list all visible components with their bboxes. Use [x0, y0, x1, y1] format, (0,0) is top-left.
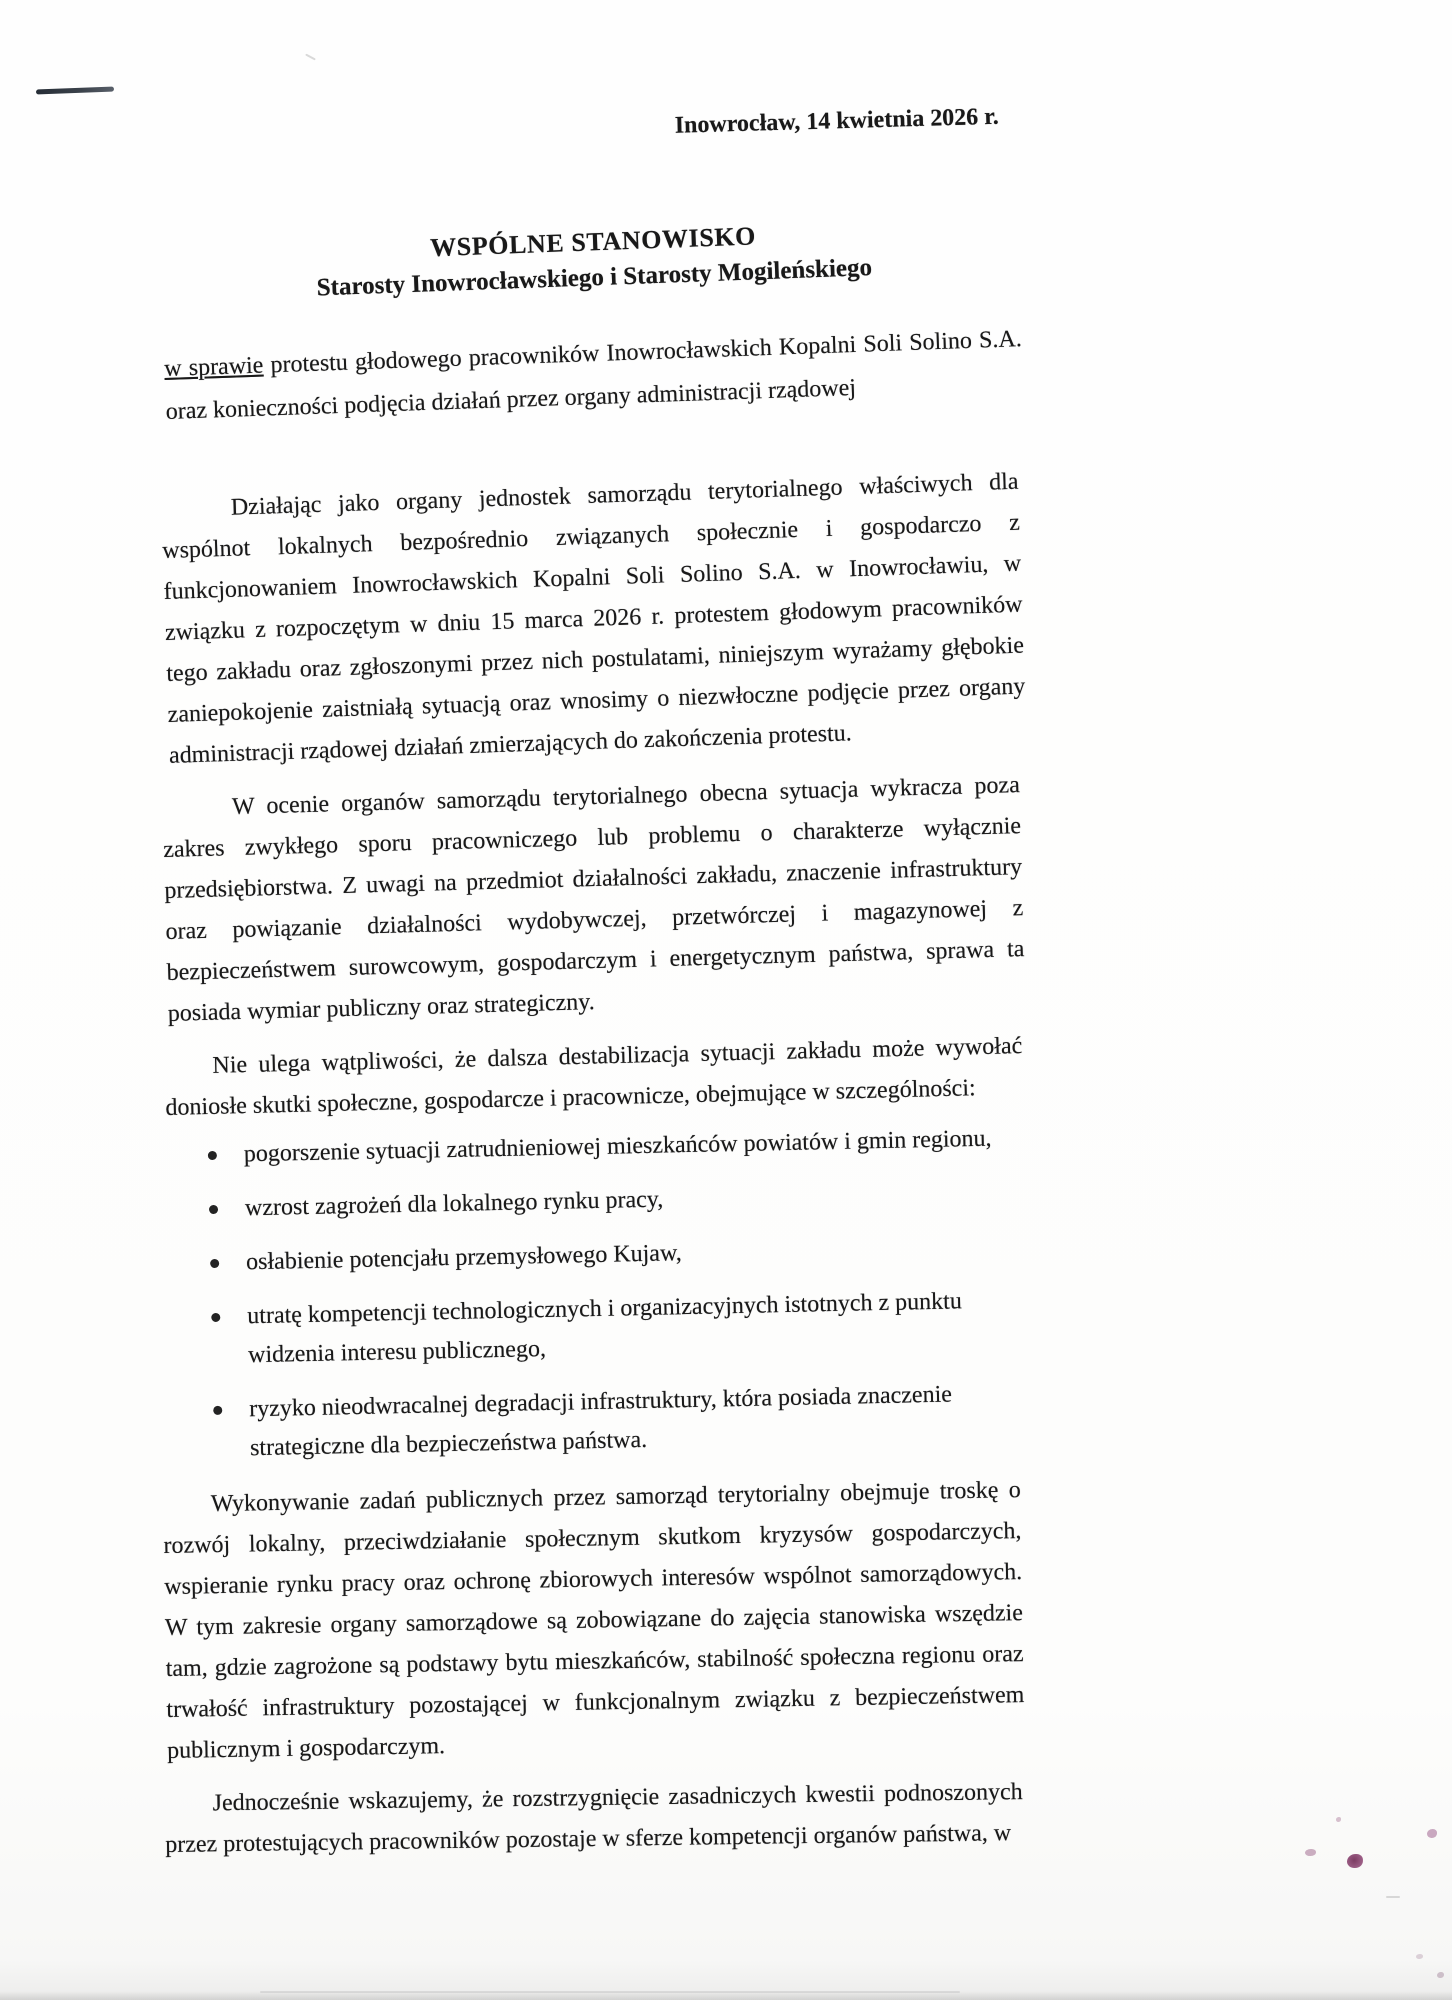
- ink-speck: [1347, 1854, 1363, 1868]
- list-item-text: osłabienie potencjału przemysłowego Kujaw,: [245, 1240, 682, 1276]
- subject-rest: protestu głodowego pracowników Inowrocławskich Kopalni Soli Solino S.A. oraz konieczności podjęcia działań przez organy administracji rządowej: [165, 326, 1023, 425]
- consequence-list: [162, 1119, 1027, 1470]
- list-item-text: ryzyko nieodwracalnej degradacji infrastruktury, która posiada znaczenie strategiczne dla bezpieczeństwa państwa.: [248, 1381, 953, 1462]
- letter-content: [161, 103, 1026, 1878]
- ink-speck: [1336, 1817, 1341, 1822]
- list-item-text: wzrost zagrożeń dla lokalnego rynku pracy,: [244, 1186, 664, 1222]
- paragraph-2: W ocenie organów samorządu terytorialnego obecna sytuacja wykracza poza zakres zwykłego sporu pracowniczego lub problemu o charakterze wyłącznie przedsiębiorstwa. Z uwagi na przedmiot działalności zakładu, znaczenie infrastruktury oraz powiązanie działalności wydobywczej, przetwórczej i magazynowej z bezpieczeństwem surowcowym, gospodarczym i energetycznym państwa, sprawa ta posiada wymiar publiczny oraz strategiczny.: [162, 772, 1025, 1027]
- ink-speck: [1427, 1829, 1437, 1838]
- paragraph-5: Jednocześnie wskazujemy, że rozstrzygnięcie zasadniczych kwestii podnoszonych przez protestujących pracowników pozostaje w sferze kompetencji organów państwa, w: [165, 1779, 1023, 1858]
- pen-dash-artifact: [36, 87, 114, 95]
- list-item-text: utratę kompetencji technologicznych i organizacyjnych istotnych z punktu widzenia interesu publicznego,: [247, 1288, 963, 1369]
- paragraph-1: Działając jako organy jednostek samorządu terytorialnego właściwych dla wspólnot lokalnych bezpośrednio związanych społecznie i gospodarczo z funkcjonowaniem Inowrocławskich Kopalni Soli Solino S.A. w Inowrocławiu, w związku z rozpoczętym w dniu 15 marca 2026 r. protestem głodowym pracowników tego zakładu oraz zgłoszonymi przez nich postulatami, niniejszym wyrażamy głębokie zaniepokojenie zaistniałą sytuacją oraz wnosimy o niezwłoczne podjęcie przez organy administracji rządowej działań zmierzających do zakończenia protestu.: [161, 468, 1026, 769]
- document-subtitle: Starosty Inowrocławskiego i Starosty Mogileńskiego: [316, 254, 873, 302]
- scan-speck: [1386, 1896, 1400, 1898]
- list-item: [249, 1374, 1026, 1468]
- list-item: [245, 1173, 1022, 1228]
- ink-speck: [1416, 1954, 1423, 1959]
- ink-speck: [1437, 1972, 1444, 1978]
- subject-underlined-phrase: w sprawie: [163, 352, 264, 383]
- subject-line: [163, 318, 1023, 434]
- list-item: [246, 1227, 1023, 1282]
- date-line: Inowrocław, 14 kwietnia 2026 r.: [674, 103, 1000, 139]
- paragraph-4: Wykonywanie zadań publicznych przez samorząd terytorialny obejmuje troskę o rozwój lokalny, przeciwdziałanie społecznym skutkom kryzysów gospodarczych, wspieranie rynku pracy oraz ochronę zbiorowych interesów wspólnot samorządowych. W tym zakresie organy samorządowe są zobowiązane do zajęcia stanowiska wszędzie tam, gdzie zagrożone są podstawy bytu mieszkańców, stabilność społeczna regionu oraz trwałość infrastruktury pozostającej w funkcjonalnym związku z bezpieczeństwem publicznym i gospodarczym.: [163, 1477, 1025, 1764]
- list-item: [243, 1119, 1020, 1174]
- scan-speck: [305, 54, 316, 61]
- title-block: [164, 209, 1024, 312]
- page-bottom-edge: [0, 1991, 1452, 2000]
- list-item-text: pogorszenie sytuacji zatrudnieniowej mieszkańców powiatów i gmin regionu,: [243, 1125, 992, 1168]
- list-item: [247, 1281, 1024, 1375]
- document-title: WSPÓLNE STANOWISKO: [429, 221, 757, 263]
- paragraph-3: Nie ulega wątpliwości, że dalsza destabilizacja sytuacji zakładu może wywołać doniosłe skutki społeczne, gospodarcze i pracownicze, obejmujące w szczególności:: [165, 1033, 1023, 1121]
- ink-speck: [1305, 1849, 1316, 1856]
